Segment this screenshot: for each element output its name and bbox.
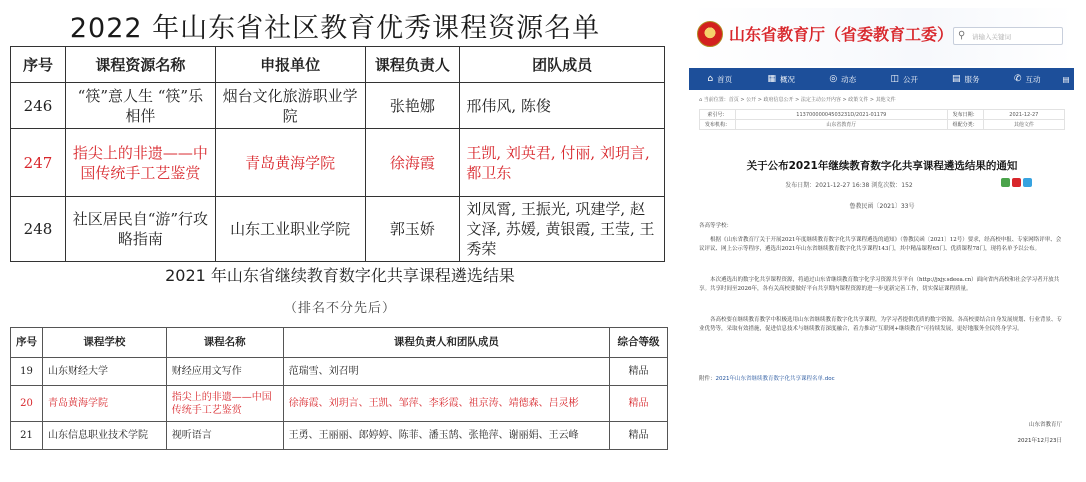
main-navbar <box>689 68 1074 90</box>
nav-news[interactable] <box>812 68 874 90</box>
header-lead: 课程负责人 <box>365 47 460 83</box>
shared-courses-table <box>10 327 668 450</box>
body-paragraph: 本次遴选出的数字化共享课程资源，将通过山东省继续教育数字化学习资源共享平台（http://jxjy.sdeea.cn）面向省内高校和社会学习者开放共享。共享时间至2026年，各有关高校要做好平台共享期内课程资源的进一步更新完善工作，切实保证课程质量。 <box>699 277 1060 292</box>
table-row <box>11 422 668 450</box>
nav-label: 公开 <box>903 74 918 84</box>
table-row <box>11 83 665 129</box>
cell-school: 山东信息职业技术学院 <box>42 422 166 450</box>
header-course: 课程名称 <box>166 328 283 358</box>
building-icon: ▦ <box>767 74 776 84</box>
table1-title: 2022 年山东省社区教育优秀课程资源名单 <box>69 13 601 44</box>
document-meta-table <box>699 109 1065 130</box>
cell-team: 徐海霞、刘玥言、王凯、邹萍、李彩霞、祖京涛、靖德森、吕灵彬 <box>283 386 609 422</box>
cell-no: 20 <box>11 386 43 422</box>
header-no: 序号 <box>11 328 43 358</box>
header-school: 课程学校 <box>42 328 166 358</box>
meta-value: 山东省教育厅 <box>736 120 948 130</box>
cell-grade: 精品 <box>610 422 668 450</box>
nav-label: 动态 <box>841 74 857 84</box>
service-icon: ▤ <box>951 74 961 84</box>
cell-unit: 烟台文化旅游职业学院 <box>215 83 365 129</box>
cell-school: 山东财经大学 <box>42 358 166 386</box>
cell-course-name: 指尖上的非遗——中国传统手工艺鉴赏 <box>65 129 215 197</box>
cell-grade: 精品 <box>610 358 668 386</box>
cell-no: 246 <box>11 83 66 129</box>
home-icon: ⌂ <box>707 74 714 84</box>
attachment-label: 附件： <box>699 376 716 382</box>
document-number: 鲁教民函〔2021〕33号 <box>849 203 915 210</box>
cell-course: 视听语言 <box>166 422 283 450</box>
signature-org: 山东省教育厅 <box>1028 422 1062 428</box>
nav-label: 互动 <box>1025 74 1041 84</box>
table-row-highlighted <box>11 386 668 422</box>
qzone-share-icon[interactable] <box>1023 178 1032 187</box>
table-row-highlighted <box>11 129 665 197</box>
cell-unit: 山东工业职业学院 <box>215 197 365 262</box>
cell-team: 范瑞雪、刘召明 <box>283 358 609 386</box>
nav-home[interactable] <box>689 68 751 90</box>
greeting: 各高等学校： <box>699 223 733 229</box>
cell-no: 247 <box>11 129 66 197</box>
nav-label: 首页 <box>717 74 733 84</box>
table2-title: 2021 年山东省继续教育数字化共享课程遴选结果 <box>165 266 515 285</box>
search-input[interactable] <box>953 27 1063 45</box>
article-info: 发布日期：2021-12-27 16:38 浏览次数：152 <box>785 182 913 189</box>
search-icon[interactable]: ⚲ <box>958 30 966 41</box>
cell-course-name: 社区居民自“游”行攻略指南 <box>65 197 215 262</box>
site-header <box>689 8 1074 66</box>
nav-interact[interactable] <box>997 68 1059 90</box>
national-emblem-icon <box>697 21 723 47</box>
government-webpage <box>689 8 1074 470</box>
header-course-name: 课程资源名称 <box>65 47 215 83</box>
news-icon: ◎ <box>829 74 838 84</box>
header-grade: 综合等级 <box>610 328 668 358</box>
cell-no: 19 <box>11 358 43 386</box>
cell-no: 21 <box>11 422 43 450</box>
meta-value: 2021-12-27 <box>983 110 1064 120</box>
nav-public[interactable] <box>874 68 936 90</box>
excellent-courses-table <box>10 46 665 262</box>
share-buttons <box>1001 178 1032 187</box>
cell-lead: 郭玉娇 <box>365 197 460 262</box>
cell-course-name: “筷”意人生 “筷”乐相伴 <box>65 83 215 129</box>
article-title: 关于公布2021年继续教育数字化共享课程遴选结果的通知 <box>746 160 1018 172</box>
cell-lead: 张艳娜 <box>365 83 460 129</box>
header-team: 团队成员 <box>460 47 665 83</box>
cell-grade: 精品 <box>610 386 668 422</box>
attachment-link[interactable]: 2021年山东省继续教育数字化共享课程名单.doc <box>715 376 835 382</box>
body-paragraph: 各高校要在继续教育教学中积极选用山东省继续教育数字化共享课程，为学习者提供优质的数字资源。各高校要结合自身发展规划、行业背景、专业优势等，采取有效措施，促进信息技术与继续教育深度融合，着力推动“互联网+继续教育”可持续发展，更好地服务全民终身学习。 <box>699 317 1063 332</box>
header-no: 序号 <box>11 47 66 83</box>
table-row <box>11 358 668 386</box>
chat-icon: ✆ <box>1013 74 1022 84</box>
meta-key: 组配分类： <box>947 120 983 130</box>
search-placeholder: 请输入关键词 <box>972 33 1011 41</box>
cell-unit: 青岛黄海学院 <box>215 129 365 197</box>
nav-label: 服务 <box>964 74 980 84</box>
cell-team: 王凯, 刘英君, 付丽, 刘玥言, 都卫东 <box>460 129 665 197</box>
meta-key: 发布机构： <box>700 120 736 130</box>
cell-team: 王勇、王丽丽、郎婷婷、陈菲、潘玉鹄、张艳萍、谢丽娟、王云峰 <box>283 422 609 450</box>
book-icon: ◫ <box>890 74 899 84</box>
attachment <box>699 374 835 382</box>
cell-team: 邢伟风, 陈俊 <box>460 83 665 129</box>
table-header-row <box>11 47 665 83</box>
cell-team: 刘凤霄, 王振光, 巩建学, 赵文泽, 苏媛, 黄银霞, 王莹, 王秀荣 <box>460 197 665 262</box>
cell-school: 青岛黄海学院 <box>42 386 166 422</box>
body-paragraph: 根据《山东省教育厅关于开展2021年度继续教育数字化共享课程遴选的通知》（鲁教民函〔2021〕12号）要求，经高校申报、专家网络评审、会议评议、网上公示等程序，遴选出2021年山东省继续教育数字化共享课程143门，其中精品课程65门、优质课程78门，现将名单予以公布。 <box>699 237 1062 252</box>
cell-no: 248 <box>11 197 66 262</box>
table-header-row <box>11 328 668 358</box>
nav-overview[interactable] <box>751 68 813 90</box>
nav-service[interactable] <box>935 68 997 90</box>
header-team: 课程负责人和团队成员 <box>283 328 609 358</box>
meta-key: 发布日期： <box>947 110 983 120</box>
breadcrumb: ⌂ 当前位置：首页 > 公开 > 政府信息公开 > 法定主动公开内容 > 政策文件 > 其他文件 <box>699 97 896 103</box>
header-unit: 申报单位 <box>215 47 365 83</box>
signature-date: 2021年12月23日 <box>1017 438 1062 444</box>
table2-subtitle: （排名不分先后） <box>283 301 396 316</box>
weibo-share-icon[interactable] <box>1012 178 1021 187</box>
meta-value: 11370000004503231D/2021-01179 <box>736 110 948 120</box>
nav-label: 概况 <box>780 74 795 84</box>
site-name[interactable]: 山东省教育厅（省委教育工委） <box>729 25 954 44</box>
table-row <box>11 197 665 262</box>
wechat-share-icon[interactable] <box>1001 178 1010 187</box>
cell-course: 财经应用文写作 <box>166 358 283 386</box>
nav-more-icon[interactable]: ▤ <box>1062 74 1070 84</box>
cell-lead: 徐海霞 <box>365 129 460 197</box>
cell-course: 指尖上的非遗——中国传统手工艺鉴赏 <box>166 386 283 422</box>
meta-value: 其他文件 <box>983 120 1064 130</box>
meta-key: 索引号： <box>700 110 736 120</box>
